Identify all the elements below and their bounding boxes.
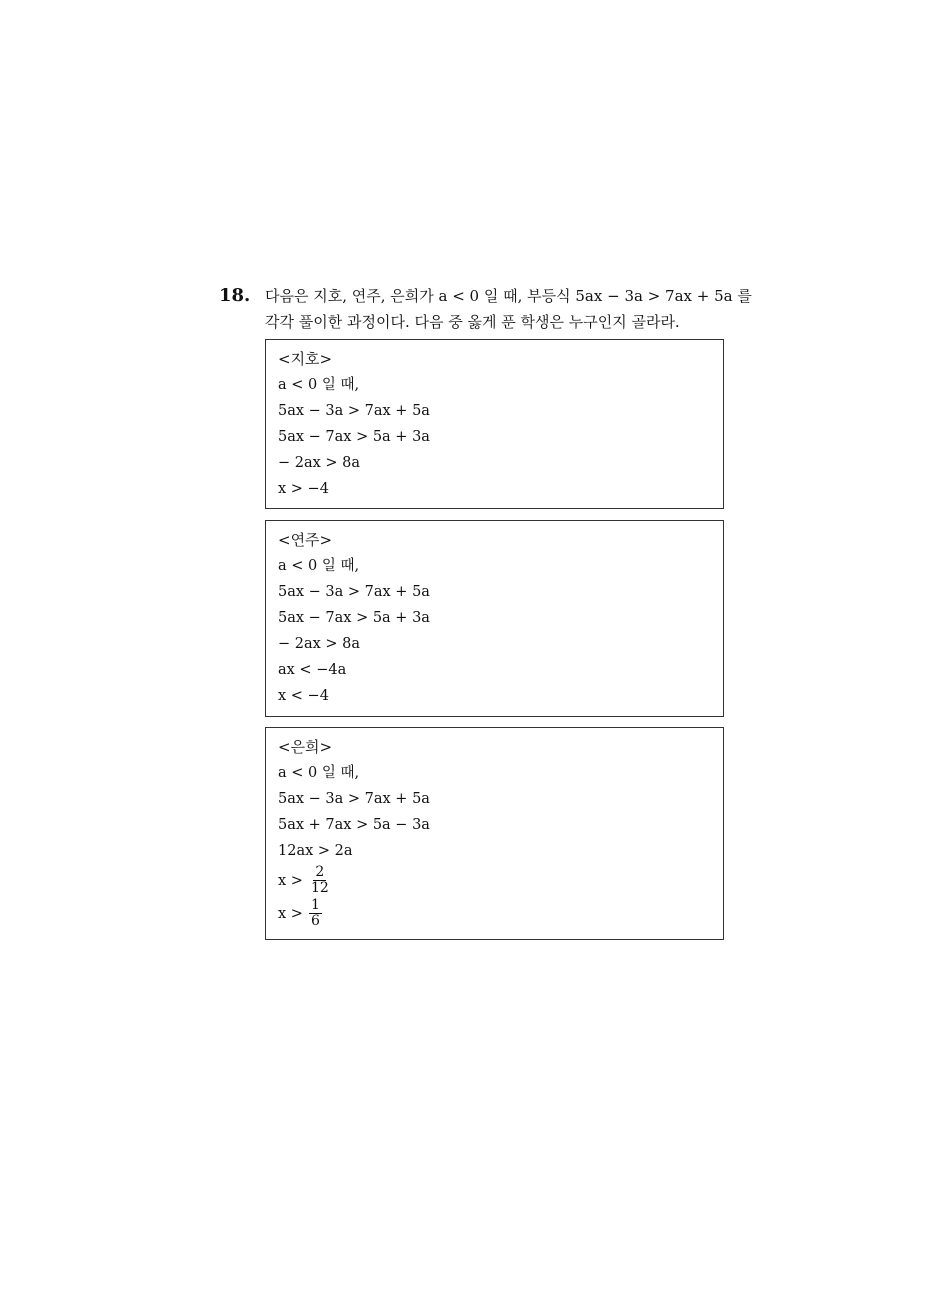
solution-step: 12ax > 2a	[278, 843, 353, 859]
solution-box-yeonju	[265, 520, 724, 717]
solution-step: 5ax − 3a > 7ax + 5a	[278, 403, 430, 419]
question-line-1: 다음은 지호, 연주, 은희가 a < 0 일 때, 부등식 5ax − 3a > 7ax + 5a 를	[265, 287, 752, 305]
fraction-denominator: 12	[310, 880, 329, 896]
question-text	[265, 283, 752, 335]
solution-box-eunhee	[265, 727, 724, 940]
solution-step: 5ax − 3a > 7ax + 5a	[278, 791, 430, 807]
solution-step-fraction	[278, 864, 711, 897]
solution-step: 5ax + 7ax > 5a − 3a	[278, 817, 430, 833]
solution-step: 5ax − 7ax > 5a + 3a	[278, 610, 430, 626]
fraction-prefix: x >	[278, 905, 303, 922]
solution-step: x < −4	[278, 688, 329, 704]
solution-step: x > −4	[278, 481, 329, 497]
question-number: 18.	[219, 285, 251, 306]
fraction-numerator: 1	[310, 897, 320, 913]
solution-step: a < 0 일 때,	[278, 558, 360, 574]
question-line-2: 각각 풀이한 과정이다. 다음 중 옳게 푼 학생은 누구인지 골라라.	[265, 313, 680, 331]
solution-step: a < 0 일 때,	[278, 765, 360, 781]
solution-box-jiho	[265, 339, 724, 509]
solution-step-fraction	[278, 897, 711, 930]
solution-step: 5ax − 3a > 7ax + 5a	[278, 584, 430, 600]
fraction	[309, 898, 322, 929]
solution-step: − 2ax > 8a	[278, 455, 361, 471]
fraction-denominator: 6	[310, 913, 320, 929]
solution-step: a < 0 일 때,	[278, 377, 360, 393]
fraction-prefix: x >	[278, 872, 303, 889]
solution-step: − 2ax > 8a	[278, 636, 361, 652]
solution-step: 5ax − 7ax > 5a + 3a	[278, 429, 430, 445]
solution-label: <연주>	[278, 531, 333, 549]
solution-label: <은희>	[278, 738, 333, 756]
fraction-numerator: 2	[315, 864, 325, 880]
solution-step: ax < −4a	[278, 662, 347, 678]
solution-label: <지호>	[278, 350, 333, 368]
fraction	[309, 865, 331, 896]
